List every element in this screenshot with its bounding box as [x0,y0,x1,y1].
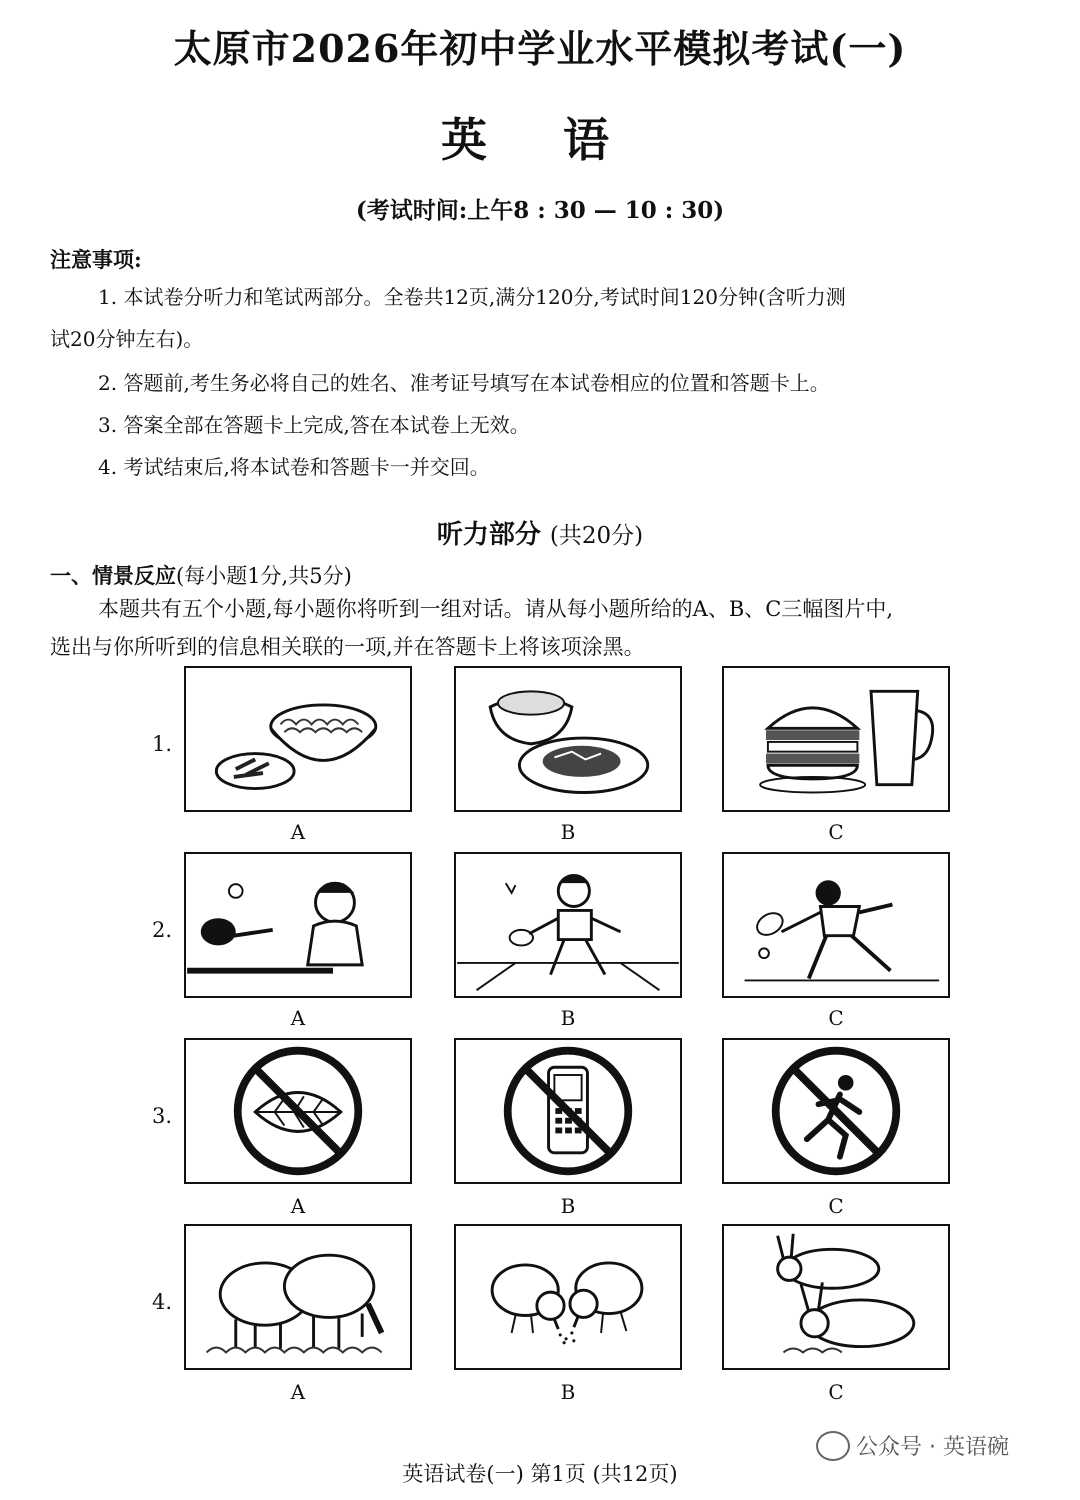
listening-heading: 听力部分 (共20分) [436,520,644,550]
part1-instruction: 本题共有五个小题,每小题你将听到一组对话。请从每小题所给的A、B、C三幅图片中, 选出与你所听到的信息相关联的一项,并在答题卡上将该项涂黑。 [50,597,894,659]
rabbits-icon [722,1224,950,1370]
option-label: B [560,1194,576,1218]
option-label: A [290,1194,306,1218]
badminton-icon [454,852,682,998]
notice-item-1-cont: 试20分钟左右)。 [50,327,204,351]
notice-item-3: 3. 答案全部在答题卡上完成,答在本试卷上无效。 [98,413,530,437]
question-number: 3. [152,1104,173,1128]
rice-and-dish-icon [454,666,682,812]
question-number: 2. [152,918,173,942]
sheep-icon [184,1224,412,1370]
option-label: C [828,1380,844,1404]
notice-item-1: 1. 本试卷分听力和笔试两部分。全卷共12页,满分120分,考试时间120分钟(含听力测 [98,285,846,309]
option-label: A [290,1380,306,1404]
option-label: B [560,820,576,844]
option-label: C [828,1006,844,1030]
option-label: B [560,1380,576,1404]
exam-time: (考试时间:上午8 : 30 — 10 : 30) [355,197,725,224]
notice-item-4: 4. 考试结束后,将本试卷和答题卡一并交回。 [98,455,490,479]
notice-heading: 注意事项: [50,247,142,272]
question-number: 1. [152,732,173,756]
noodles-icon [184,666,412,812]
chicks-icon [454,1224,682,1370]
option-label: C [828,1194,844,1218]
no-running-icon [722,1038,950,1184]
option-label: A [290,820,306,844]
burger-and-juice-icon [722,666,950,812]
option-label: B [560,1006,576,1030]
tennis-icon [722,852,950,998]
part1-heading: 一、情景反应(每小题1分,共5分) [50,563,352,588]
option-label: C [828,820,844,844]
wechat-icon [816,1431,850,1461]
exam-title: 太原市2026年初中学业水平模拟考试(一) [173,26,907,71]
ping-pong-icon [184,852,412,998]
notice-item-2: 2. 答题前,考生务必将自己的姓名、准考证号填写在本试卷相应的位置和答题卡上。 [98,371,830,395]
watermark: 公众号 · 英语碗 [816,1430,1009,1461]
no-picking-leaves-icon [184,1038,412,1184]
option-label: A [290,1006,306,1030]
page-footer: 英语试卷(一) 第1页 (共12页) [402,1462,678,1486]
subject-title: 英 语 [440,113,639,167]
question-number: 4. [152,1290,173,1314]
no-phone-icon [454,1038,682,1184]
